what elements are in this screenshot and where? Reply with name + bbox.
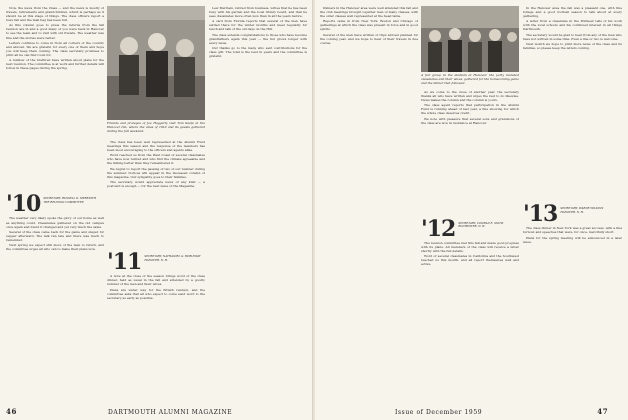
right-page-footer [395, 407, 608, 416]
paragraph: The secretary would be glad to hear from any of the men who have not written in some time. Even a line or two is welcome. [523, 32, 622, 41]
paragraph: A card from Florida reports that several of the men have settled there for the winter months and meet regularly for lunch and talk of the old days on the Hill. [209, 19, 307, 32]
paragraph: In the Hanover area the fall was a pleasant one, with fine foliage and a good football season to talk about at every gathering. [523, 6, 622, 19]
class-secretary-address: ROCHESTER, N. H. [458, 224, 486, 229]
paragraph: The class extends congratulations to those who have become grandfathers again this year — the list grows longer with every issue. [209, 32, 307, 45]
paragraph: Reports came in from New York, Boston and Chicago of gatherings at which the class was present in force and in good spirits. [320, 19, 418, 32]
paragraph: As this column goes to press the returns from the fall reunion are in and a good many of you were back in Hanover to see the team and to visit with old friends. The weather was fine and the stories were better. [6, 23, 104, 40]
stadium-photo [421, 6, 519, 72]
class-year: '12 [421, 215, 456, 242]
class-secretary-address: HANOVER, N. H. [144, 257, 168, 262]
paragraph: Word reached us from the West Coast of several classmates who have now retired and who find the climate agreeable and the fishing better than they remembered it. [107, 153, 205, 166]
class-secretary: SECRETARY, RUSSELL D. MEREDITH [43, 196, 96, 201]
paragraph: The secretary would appreciate news of any kind — a postcard is enough — for the next issue of the Magazine. [107, 179, 205, 189]
class-secretary-address: HANOVER, N. H. [560, 209, 584, 214]
paragraph: The class has been well represented at the Alumni Fund meetings this season and the response of the members has been most encouraging to the officers and agents alike. [107, 140, 205, 153]
stadium-photo-image [421, 6, 519, 72]
class-secretary: SECRETARY, NATHANIEL G. BURLEIGH [144, 254, 201, 259]
class-secretary-address: THE REUNION COMMITTEE [43, 199, 84, 204]
paragraph: Now, the news from the Class — and the news is mostly of travels, retirements and grandchildren, which is perhaps as it should be at this stage of things. The class officers report a busy fall and the mail bag has been full. [6, 6, 104, 23]
paragraph: Next month we hope to print more news of the class and its families, so please keep the letters coming. [523, 41, 622, 50]
group-photo [107, 6, 205, 120]
paragraph: Dinners in the Hanover area were well attended this fall and the club meetings brought together men of many classes, with the older classes well represented at the head table. [320, 6, 418, 19]
paragraph: Plans are under way for the fiftieth reunion, and the committee asks that all who expect to come send word to the secretary as early as possible. [107, 287, 205, 300]
class-heading-1911 [107, 249, 205, 276]
right-column-1 [320, 6, 418, 402]
paragraph: A note at the close of the season brings word of the class dinner, held as usual in the fall and attended by a goodly number of the men and their wives. [107, 274, 205, 287]
right-page [315, 0, 628, 420]
paragraph: A number of the brethren have written about plans for the next reunion. The committee is at work and further details will follow in these pages during the spring. [6, 58, 104, 71]
group-photo-image [107, 6, 205, 120]
paragraph: Several of the class came back for the game and stayed for supper afterward. The talk ran late and there was much to remember. [6, 229, 104, 242]
paragraph: The class agent reports that participation in the Alumni Fund is running ahead of last year, a fine showing for which the whole class deserves credit. [421, 103, 519, 116]
left-column-2 [107, 140, 205, 301]
paragraph: As we come to the close of another year, the secretary thanks all who have written and urges the rest to do likewise. News makes the column and the column is yours. [421, 90, 519, 103]
paragraph: We regret to report the passing of two of our number during the summer. Notices will appear in the Deceased column of this magazine. Our sympathy goes to their families. [107, 166, 205, 179]
class-year: '13 [523, 201, 558, 228]
paragraph: The class dinner in New York was a great success, with a fine turnout and speeches that were, for once, mercifully short. [523, 226, 622, 235]
photo-caption: Friends and proteges of Joe Haggerty visit Tom Keefe at the Hanover Inn, where the class of 1910 and its guests gathered during the fall weekend. [107, 121, 205, 133]
class-secretary: SECRETARY, CONRAD E. SNOW [458, 220, 504, 225]
class-heading-1913 [523, 201, 622, 228]
paragraph: The weather very likely spoke the glory of our home as well as anything could. Classmates gathered on the old campus once again and found it changed and yet very much the same. [6, 216, 104, 229]
right-column-3 [523, 6, 622, 245]
paragraph: Letters continue to come in from all corners of the country and abroad. We are grateful for every one of them and hope you will keep them coming. The class secretary promises to print all he can find room for. [6, 40, 104, 57]
class-heading-1910 [6, 191, 104, 218]
paragraph: Next spring we expect still more of the men to return, and the committee urges all who can to make their plans now. [6, 243, 104, 252]
paragraph: We note with pleasure that several sons and grandsons of the class are now in residence at Hanover. [421, 116, 519, 125]
photo-caption: A fair group in the stadium at Hanover: the party included classmates and their wives, gathered for the homecoming game and the dinner that followed. [421, 73, 519, 85]
class-secretary: SECRETARY, WARDE WILKINS [560, 206, 604, 211]
left-column-1 [6, 6, 104, 252]
class-year: '10 [6, 191, 41, 218]
class-year: '11 [107, 249, 142, 276]
right-column-2 [421, 90, 519, 268]
class-heading-1912 [421, 215, 519, 242]
left-page-footer [6, 407, 232, 416]
paragraph: Lew Merriam, retired from business, writes that he has been busy with his garden and the local library board, and that he sees classmates more often now than in all the years before. [209, 6, 307, 19]
left-page [0, 0, 313, 420]
running-foot: DARTMOUTH ALUMNI MAGAZINE [107, 409, 233, 416]
left-column-3 [209, 6, 307, 402]
paragraph: The reunion committee met this fall and made good progress with its plans. All members of the class will receive a letter shortly with the full details. [421, 240, 519, 254]
paragraph: A letter from a classmate in the Midwest tells of his work with the local schools and his continued interest in all things Dartmouth. [523, 19, 622, 32]
paragraph: Plans for the spring meeting will be announced in a later issue. [523, 235, 622, 244]
page-number: 47 [597, 407, 609, 416]
paragraph: Several of the men have written of trips abroad planned for the coming year, and we hope to hear of their travels in due course. [320, 32, 418, 45]
paragraph: Our thanks go to the many who sent contributions for the class gift. The total is the best in years and the committee is grateful. [209, 45, 307, 59]
paragraph: Word of several classmates in California and the Southwest reached us this month, and all report themselves well and active. [421, 254, 519, 267]
page-number: 46 [6, 407, 17, 416]
running-foot: Issue of December 1959 [395, 409, 483, 416]
